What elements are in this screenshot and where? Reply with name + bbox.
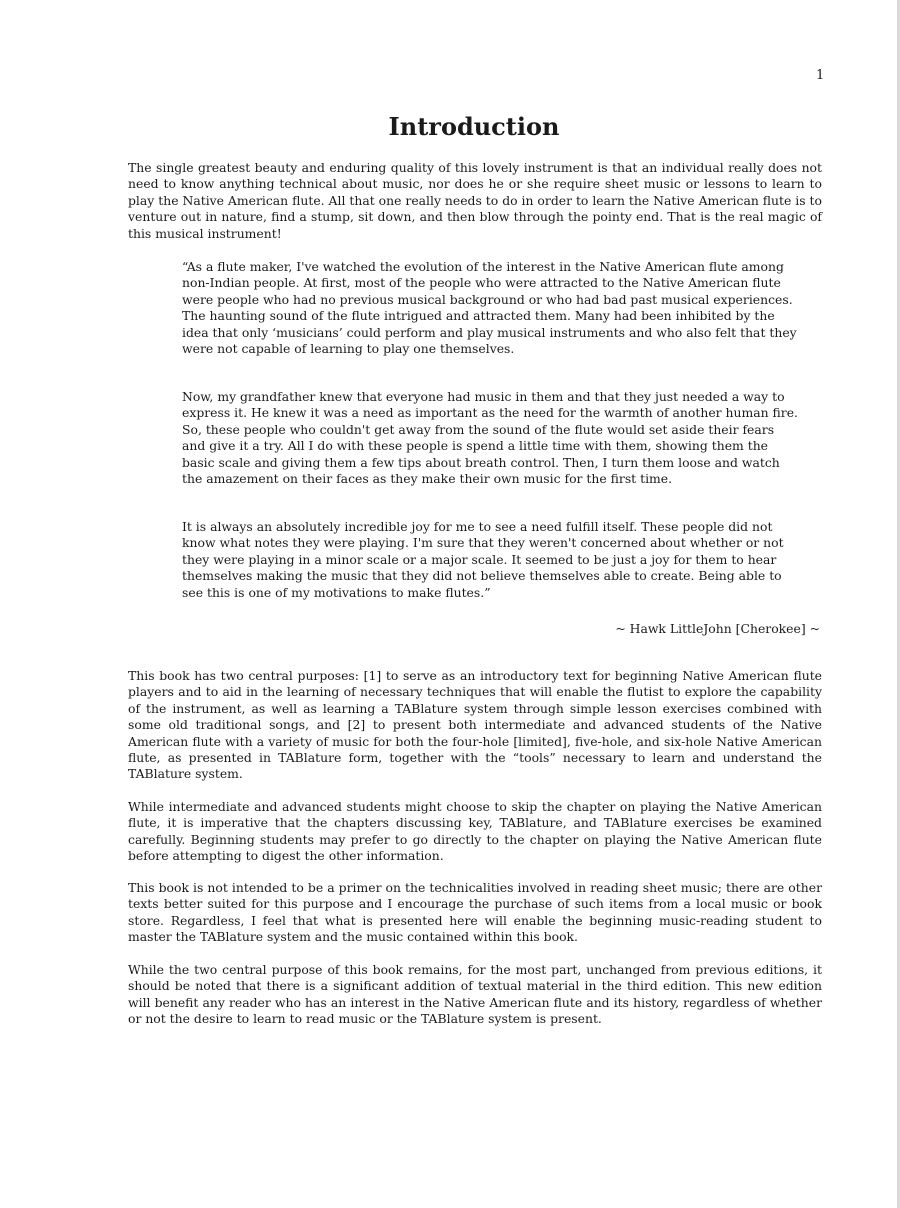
- quote-paragraph-2: Now, my grandfather knew that everyone had music in them and that they just needed a way to express it. He knew it was a need as important as the need for the warmth of another human fire. So, these people who couldn't get away from the sound of the flute would set aside their fears and give it a try. All I do with these people is spend a little time with them, showing them the basic scale and giving them a few tips about breath control. Then, I turn them loose and watch the amazement on their faces as they make their own music for the first time.: [182, 389, 798, 487]
- page-number: 1: [816, 68, 825, 83]
- quote-paragraph-1: “As a flute maker, I've watched the evolution of the interest in the Native American flute among non-Indian people. At first, most of the people who were attracted to the Native American flute were people who had no previous musical background or who had bad past musical experiences. The haunting sound of the flute intrigued and attracted them. Many had been inhibited by the idea that only ‘musicians’ could perform and play musical instruments and who also felt that they were not capable of learning to play one themselves.: [182, 259, 797, 357]
- purpose-paragraph: This book has two central purposes: [1] to serve as an introductory text for beginning Native American flute players and to aid in the learning of necessary techniques that will enable the flutist to explore the capability of the instrument, as well as learning a TABlature system through simple lesson exercises combined with some old traditional songs, and [2] to present both intermediate and advanced students of the Native American flute with a variety of music for both the four-hole [limited], five-hole, and six-hole Native American flute, as presented in TABlature form, together with the “tools” necessary to learn and understand the TABlature system.: [128, 668, 822, 782]
- edition-paragraph: While the two central purpose of this book remains, for the most part, unchanged from previous editions, it should be noted that there is a significant addition of textual material in the third edition. This new edition will benefit any reader who has an interest in the Native American flute and its history, regardless of whether or not the desire to learn to read music or the TABlature system is present.: [128, 962, 822, 1027]
- students-paragraph: While intermediate and advanced students might choose to skip the chapter on playing the Native American flute, it is imperative that the chapters discussing key, TABlature, and TABlature exercises be examined carefully. Beginning students may prefer to go directly to the chapter on playing the Native American flute before attempting to digest the other information.: [128, 799, 822, 864]
- page-title: Introduction: [388, 112, 560, 141]
- quote-attribution: ~ Hawk LittleJohn [Cherokee] ~: [615, 621, 820, 636]
- quote-paragraph-3: It is always an absolutely incredible joy for me to see a need fulfill itself. These people did not know what notes they were playing. I'm sure that they weren't concerned about whether or not they were playing in a minor scale or a major scale. It seemed to be just a joy for them to hear themselves making the music that they did not believe themselves able to create. Being able to see this is one of my motivations to make flutes.”: [182, 519, 784, 600]
- intro-paragraph: The single greatest beauty and enduring quality of this lovely instrument is that an individual really does not need to know anything technical about music, nor does he or she require sheet music or lessons to learn to play the Native American flute. All that one really needs to do in order to learn the Native American flute is to venture out in nature, find a stump, sit down, and then blow through the pointy end. That is the real magic of this musical instrument!: [128, 160, 822, 241]
- primer-paragraph: This book is not intended to be a primer on the technicalities involved in reading sheet music; there are other texts better suited for this purpose and I encourage the purchase of such items from a local music or book store. Regardless, I feel that what is presented here will enable the beginning music-reading student to master the TABlature system and the music contained within this book.: [128, 880, 822, 945]
